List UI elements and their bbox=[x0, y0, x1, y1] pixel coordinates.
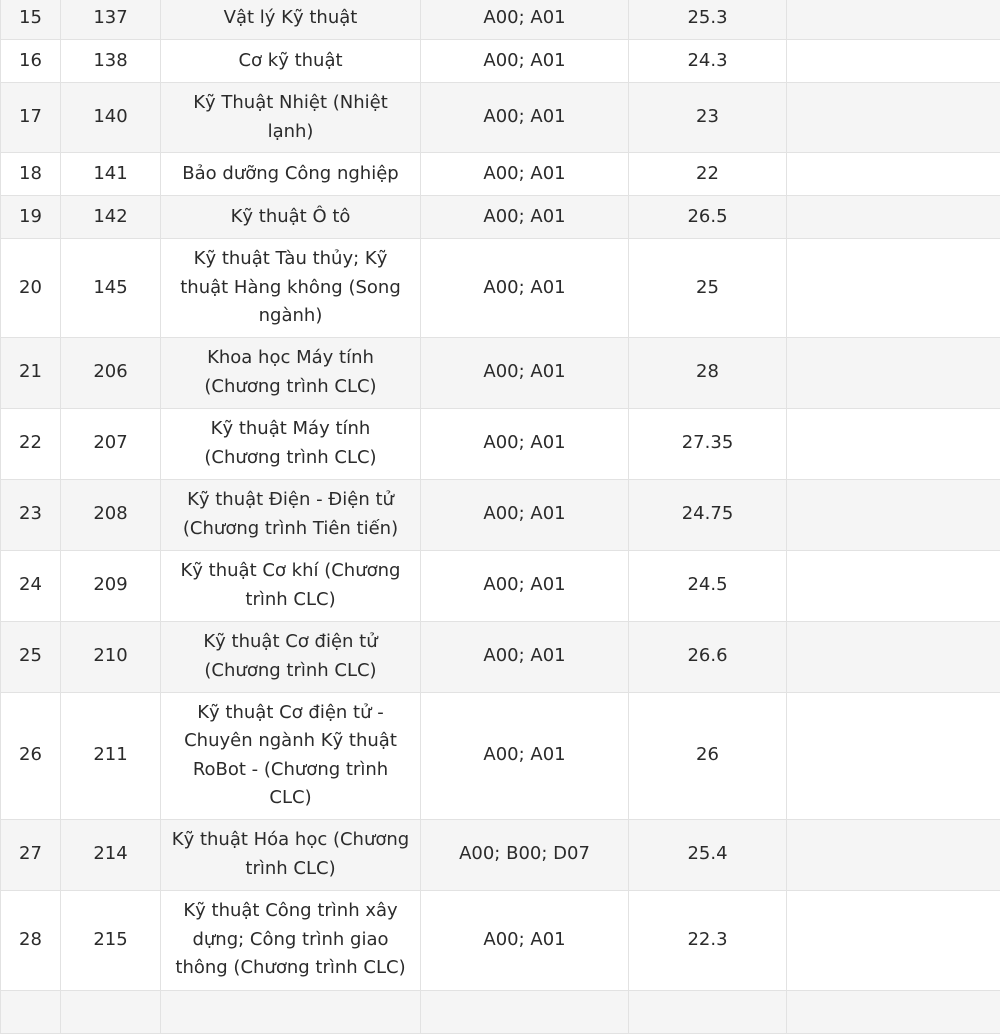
cell-subject-blocks: A00; A01 bbox=[421, 83, 629, 153]
cell-note bbox=[787, 83, 1000, 153]
cell-cutoff-score: 23 bbox=[629, 83, 787, 153]
cell-note bbox=[787, 239, 1000, 338]
cell-subject-blocks: A00; A01 bbox=[421, 408, 629, 479]
cell-cutoff-score: 22 bbox=[629, 153, 787, 196]
cell-major-code: 207 bbox=[61, 408, 161, 479]
cell-major-code: 206 bbox=[61, 337, 161, 408]
cell-stt: 23 bbox=[1, 479, 61, 550]
cell-major-name: Khoa học Máy tính (Chương trình CLC) bbox=[161, 337, 421, 408]
cell-stt: 18 bbox=[1, 153, 61, 196]
cell-major-name: Kỹ thuật Công trình xây dựng; Công trình giao thông (Chương trình CLC) bbox=[161, 890, 421, 990]
cell-major-code: 208 bbox=[61, 479, 161, 550]
cell-major-name: Bảo dưỡng Công nghiệp bbox=[161, 153, 421, 196]
table-row bbox=[1, 408, 1000, 479]
cell-subject-blocks: A00; A01 bbox=[421, 621, 629, 692]
cell-stt: 20 bbox=[1, 239, 61, 338]
cell-note bbox=[787, 890, 1000, 990]
cell-stt: 28 bbox=[1, 890, 61, 990]
table-body bbox=[1, 0, 1000, 1033]
cell-note bbox=[787, 0, 1000, 40]
table-row bbox=[1, 479, 1000, 550]
cell-subject-blocks: A00; A01 bbox=[421, 479, 629, 550]
cell-major-name: Kỹ thuật Hóa học (Chương trình CLC) bbox=[161, 819, 421, 890]
cell-cutoff-score bbox=[629, 990, 787, 1033]
cell-cutoff-score: 25 bbox=[629, 239, 787, 338]
cell-cutoff-score: 28 bbox=[629, 337, 787, 408]
table-row bbox=[1, 692, 1000, 819]
cell-note bbox=[787, 819, 1000, 890]
cell-stt: 21 bbox=[1, 337, 61, 408]
cell-cutoff-score: 26.5 bbox=[629, 196, 787, 239]
cell-major-code: 138 bbox=[61, 40, 161, 83]
cell-cutoff-score: 26 bbox=[629, 692, 787, 819]
cell-cutoff-score: 25.3 bbox=[629, 0, 787, 40]
cell-major-name: Kỹ thuật Cơ điện tử - Chuyên ngành Kỹ thuật RoBot - (Chương trình CLC) bbox=[161, 692, 421, 819]
cell-major-name: Kỹ thuật Ô tô bbox=[161, 196, 421, 239]
cell-major-code: 137 bbox=[61, 0, 161, 40]
cell-cutoff-score: 27.35 bbox=[629, 408, 787, 479]
cell-subject-blocks: A00; A01 bbox=[421, 550, 629, 621]
table-row bbox=[1, 550, 1000, 621]
cell-note bbox=[787, 692, 1000, 819]
cell-major-name: Kỹ thuật Tàu thủy; Kỹ thuật Hàng không (Song ngành) bbox=[161, 239, 421, 338]
cell-cutoff-score: 26.6 bbox=[629, 621, 787, 692]
cell-major-code bbox=[61, 990, 161, 1033]
cell-major-name: Vật lý Kỹ thuật bbox=[161, 0, 421, 40]
table-row bbox=[1, 239, 1000, 338]
cell-subject-blocks: A00; A01 bbox=[421, 153, 629, 196]
cell-major-name: Kỹ thuật Điện - Điện tử (Chương trình Tiên tiến) bbox=[161, 479, 421, 550]
cell-stt: 22 bbox=[1, 408, 61, 479]
cell-cutoff-score: 25.4 bbox=[629, 819, 787, 890]
table-row bbox=[1, 890, 1000, 990]
cell-note bbox=[787, 990, 1000, 1033]
cell-subject-blocks bbox=[421, 990, 629, 1033]
cell-note bbox=[787, 337, 1000, 408]
cell-stt bbox=[1, 990, 61, 1033]
cell-subject-blocks: A00; A01 bbox=[421, 890, 629, 990]
cell-subject-blocks: A00; B00; D07 bbox=[421, 819, 629, 890]
cell-subject-blocks: A00; A01 bbox=[421, 196, 629, 239]
cell-subject-blocks: A00; A01 bbox=[421, 0, 629, 40]
table-row bbox=[1, 153, 1000, 196]
cell-stt: 24 bbox=[1, 550, 61, 621]
table-row bbox=[1, 40, 1000, 83]
cell-major-name: Kỹ thuật Cơ điện tử (Chương trình CLC) bbox=[161, 621, 421, 692]
cell-cutoff-score: 22.3 bbox=[629, 890, 787, 990]
table-row bbox=[1, 196, 1000, 239]
cell-note bbox=[787, 40, 1000, 83]
cell-major-code: 140 bbox=[61, 83, 161, 153]
cell-note bbox=[787, 621, 1000, 692]
table-row bbox=[1, 0, 1000, 40]
cell-stt: 19 bbox=[1, 196, 61, 239]
table-row bbox=[1, 819, 1000, 890]
cell-cutoff-score: 24.75 bbox=[629, 479, 787, 550]
table-row bbox=[1, 83, 1000, 153]
table-row bbox=[1, 337, 1000, 408]
cell-major-code: 141 bbox=[61, 153, 161, 196]
cell-note bbox=[787, 196, 1000, 239]
cell-major-name: Kỹ thuật Cơ khí (Chương trình CLC) bbox=[161, 550, 421, 621]
cell-major-code: 145 bbox=[61, 239, 161, 338]
cell-subject-blocks: A00; A01 bbox=[421, 337, 629, 408]
cell-stt: 27 bbox=[1, 819, 61, 890]
cell-subject-blocks: A00; A01 bbox=[421, 692, 629, 819]
table-row bbox=[1, 990, 1000, 1033]
cell-stt: 26 bbox=[1, 692, 61, 819]
table-row bbox=[1, 621, 1000, 692]
cell-major-name bbox=[161, 990, 421, 1033]
cell-major-code: 142 bbox=[61, 196, 161, 239]
cell-major-code: 215 bbox=[61, 890, 161, 990]
cell-major-code: 214 bbox=[61, 819, 161, 890]
cell-major-code: 211 bbox=[61, 692, 161, 819]
cell-note bbox=[787, 408, 1000, 479]
cell-major-name: Kỹ Thuật Nhiệt (Nhiệt lạnh) bbox=[161, 83, 421, 153]
cell-stt: 16 bbox=[1, 40, 61, 83]
cell-note bbox=[787, 550, 1000, 621]
cell-cutoff-score: 24.5 bbox=[629, 550, 787, 621]
cell-major-code: 210 bbox=[61, 621, 161, 692]
cell-major-name: Kỹ thuật Máy tính (Chương trình CLC) bbox=[161, 408, 421, 479]
cell-cutoff-score: 24.3 bbox=[629, 40, 787, 83]
cell-stt: 15 bbox=[1, 0, 61, 40]
cell-major-name: Cơ kỹ thuật bbox=[161, 40, 421, 83]
cell-major-code: 209 bbox=[61, 550, 161, 621]
cell-note bbox=[787, 153, 1000, 196]
cell-subject-blocks: A00; A01 bbox=[421, 40, 629, 83]
cell-note bbox=[787, 479, 1000, 550]
cell-stt: 25 bbox=[1, 621, 61, 692]
cell-subject-blocks: A00; A01 bbox=[421, 239, 629, 338]
cell-stt: 17 bbox=[1, 83, 61, 153]
